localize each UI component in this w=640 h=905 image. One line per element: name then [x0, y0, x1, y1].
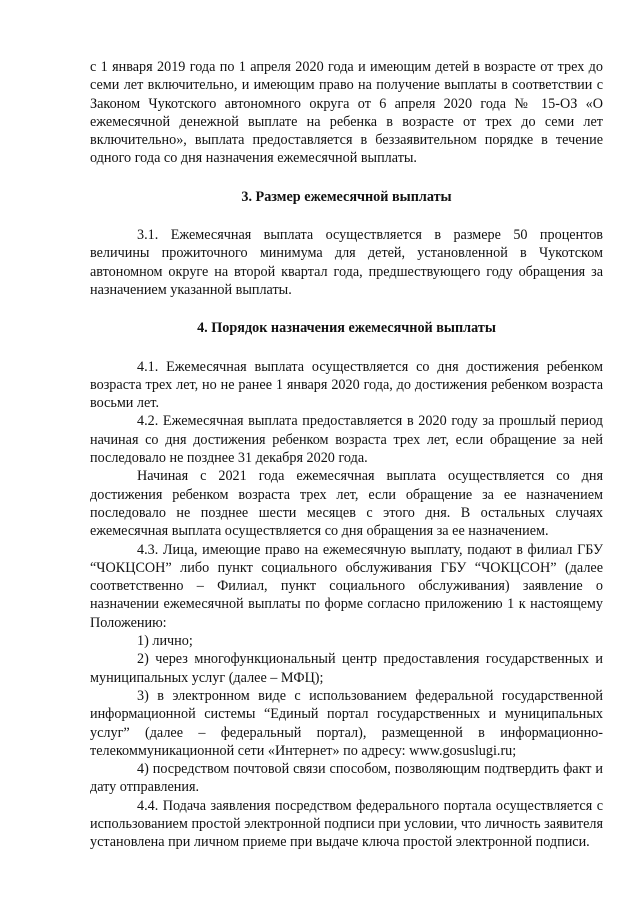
- list-item-postal: 4) посредством почтовой связи способом, позволяющим подтвердить факт и дату отправления.: [90, 761, 603, 796]
- intro-paragraph: с 1 января 2019 года по 1 апреля 2020 года и имеющим детей в возрасте от трех до семи лет включительно, и имеющим право на получение выплаты в соответствии с Законом Чукотского автономного округа от 6 апреля 2020 года № 15-ОЗ «О ежемесячной денежной выплате на ребенка в возрасте от трех до семи лет включительно», выплата предоставляется в беззаявительном порядке в течение одного года со дня назначения ежемесячной выплаты.: [90, 59, 603, 167]
- paragraph-4-2-continued: Начиная с 2021 года ежемесячная выплата осуществляется со дня достижения ребенком возраста трех лет, если обращение за ее назначением последовало не позднее шести месяцев с этого дня. В остальных случаях ежемесячная выплата осуществляется со дня обращения за ее назначением.: [90, 468, 603, 540]
- list-item-in-person: 1) лично;: [137, 633, 193, 650]
- paragraph-4-2: 4.2. Ежемесячная выплата предоставляется в 2020 году за прошлый период начиная со дня достижения ребенком возраста трех лет, если обращение за ней последовало не позднее 31 декабря 2020 года.: [90, 413, 603, 467]
- document-page: [90, 58, 603, 852]
- list-item-electronic: 3) в электронном виде с использованием федеральной государственной информационной системы “Единый портал государственных и муниципальных услуг” (далее – федеральный портал), размещенной в информационно-телекоммуникационной сети «Интернет» по адресу: www.gosuslugi.ru;: [90, 687, 603, 759]
- list-item-mfc: 2) через многофункциональный центр предоставления государственных и муниципальных услуг (далее – МФЦ);: [90, 651, 603, 686]
- paragraph-4-1: 4.1. Ежемесячная выплата осуществляется со дня достижения ребенком возраста трех лет, но не ранее 1 января 2020 года, до достижения ребенком возраста восьми лет.: [90, 358, 603, 412]
- section-4-heading: 4. Порядок назначения ежемесячной выплаты: [197, 320, 496, 337]
- paragraph-3-1: 3.1. Ежемесячная выплата осуществляется в размере 50 процентов величины прожиточного минимума для детей, установленной в Чукотском автономном округе на второй квартал года, предшествующего году обращения за назначением указанной выплаты.: [90, 227, 603, 298]
- paragraph-4-3: 4.3. Лица, имеющие право на ежемесячную выплату, подают в филиал ГБУ “ЧОКЦСОН” либо пункт социального обслуживания ГБУ “ЧОКЦСОН” (далее соответственно – Филиал, пункт социального обслуживания) заявление о назначении ежемесячной выплаты по форме согласно приложению 1 к настоящему Положению:: [90, 541, 603, 631]
- paragraph-4-4: 4.4. Подача заявления посредством федерального портала осуществляется с использованием простой электронной подписи при условии, что личность заявителя установлена при личном приеме при выдаче ключа простой электронной подписи.: [90, 797, 603, 851]
- section-3-heading: 3. Размер ежемесячной выплаты: [241, 188, 452, 205]
